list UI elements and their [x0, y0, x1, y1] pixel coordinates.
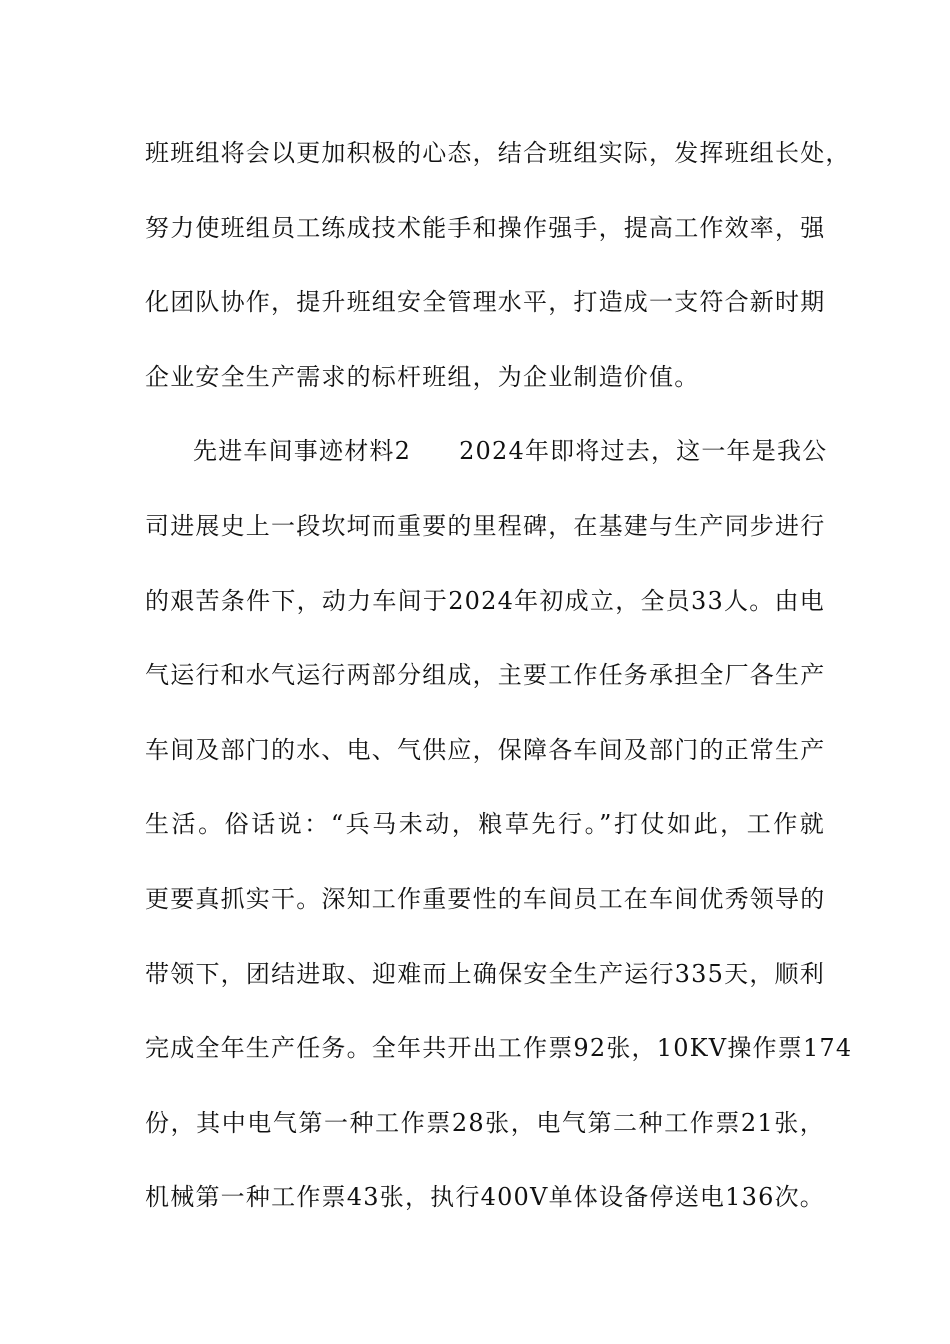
body-text — [145, 128, 853, 1247]
text-line-4: 企业安全生产需求的标杆班组，为企业制造价值。 — [145, 362, 700, 391]
section-opening-text: 2024年即将过去，这一年是我公 — [459, 437, 828, 466]
text-line-2: 努力使班组员工练成技术能手和操作强手，提高工作效率，强 — [145, 213, 826, 242]
text-line-9: 车间及部门的水、电、气供应，保障各车间及部门的正常生产 — [145, 735, 826, 764]
text-line-15: 机械第一种工作票43张，执行400V单体设备停送电136次。 — [145, 1183, 825, 1212]
text-line-6: 司进展史上一段坎坷而重要的里程碑，在基建与生产同步进行 — [145, 511, 826, 540]
text-line-11: 更要真抓实干。深知工作重要性的车间员工在车间优秀领导的 — [145, 884, 826, 913]
section-title: 先进车间事迹材料2 — [193, 437, 412, 466]
text-line-12: 带领下，团结进取、迎难而上确保安全生产运行335天，顺利 — [145, 959, 825, 988]
text-line-7: 的艰苦条件下，动力车间于2024年初成立，全员33人。由电 — [145, 586, 825, 615]
section-heading-line — [145, 426, 828, 501]
text-line-1: 班班组将会以更加积极的心态，结合班组实际，发挥班组长处， — [145, 139, 851, 167]
text-line-13: 完成全年生产任务。全年共开出工作票92张，10KV操作票174 — [145, 1034, 853, 1063]
text-line-8: 气运行和水气运行两部分组成，主要工作任务承担全厂各生产 — [145, 661, 826, 690]
text-line-3: 化团队协作，提升班组安全管理水平，打造成一支符合新时期 — [145, 288, 826, 317]
text-line-10: 生活。俗话说：“兵马未动，粮草先行。”打仗如此，工作就 — [145, 810, 825, 839]
text-line-14: 份，其中电气第一种工作票28张，电气第二种工作票21张， — [145, 1108, 825, 1137]
